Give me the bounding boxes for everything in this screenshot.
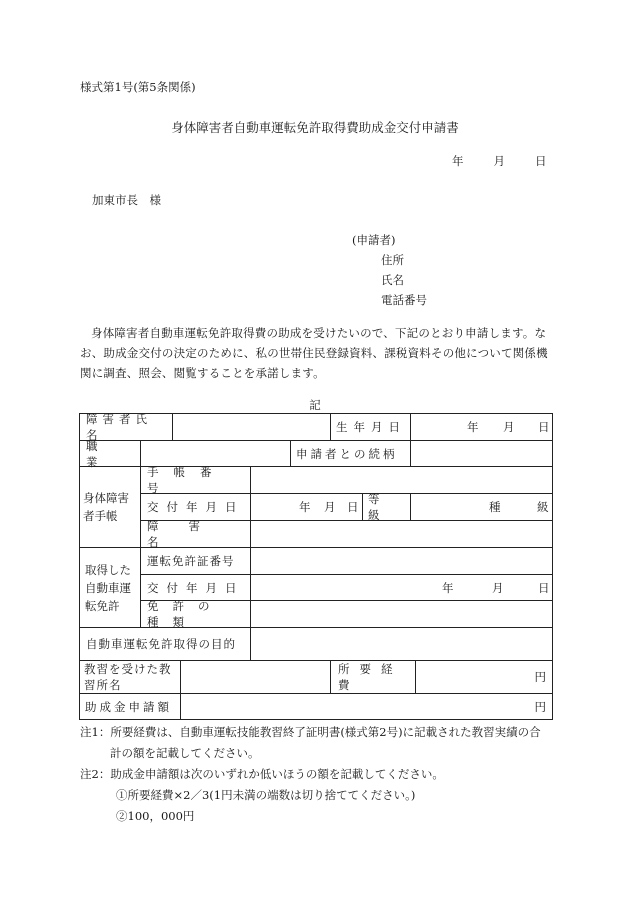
label-text: 手帳番号 (147, 465, 227, 495)
form-number: 様式第1号(第5条関係) (80, 80, 196, 94)
applicant-phone-label: 電話番号 (381, 293, 427, 307)
birth-year-label: 年 (467, 420, 479, 434)
label-text: 申請者との続柄 (296, 446, 398, 461)
birth-date-label (336, 414, 410, 440)
application-statement: 身体障害者自動車運転免許取得費の助成を受けたいので、下記のとおり申請します。なお、助成金交付の決定のために、私の世帯住民登録資料、課税資料その他について関係機関に調査、照会、閲覧することを承諾します。 (80, 326, 548, 380)
label-text: 職業 (86, 438, 120, 469)
note-2-item-2: ②100，000円 (116, 809, 195, 823)
disability-name-label (147, 521, 245, 547)
amount-unit: 円 (534, 699, 546, 714)
driving-school-field[interactable] (181, 661, 330, 693)
note-2-item-1: ①所要経費×2／3(1円未満の端数は切り捨ててください。) (116, 788, 416, 802)
grade-suffix: 級 (537, 500, 549, 514)
handbook-year-label: 年 (299, 500, 311, 514)
license-number-field[interactable] (251, 548, 552, 574)
license-issue-date-field[interactable] (251, 575, 552, 600)
disability-name-field[interactable] (251, 521, 552, 547)
class-suffix: 種 (489, 500, 501, 514)
birth-date-field[interactable] (411, 414, 552, 440)
document-title: 身体障害者自動車運転免許取得費助成金交付申請書 (171, 120, 459, 135)
license-type-label (147, 601, 245, 627)
handbook-issue-date-label (147, 494, 245, 520)
grade-field[interactable] (411, 494, 552, 520)
license-issue-date-label (147, 575, 245, 600)
birth-month-label: 月 (503, 420, 515, 434)
required-cost-label (338, 661, 415, 693)
license-number-label (147, 548, 249, 574)
date-day-label: 日 (535, 154, 547, 168)
license-type-field[interactable] (251, 601, 552, 627)
applicant-name-label: 氏名 (381, 273, 404, 287)
label-text: 生年月日 (336, 420, 406, 434)
note-2: 注2：助成金申請額は次のいずれか低いほうの額を記載してください。 (80, 767, 444, 781)
disabled-person-name-label (86, 414, 166, 440)
label-text: 助成金申請額 (85, 699, 172, 714)
label-text: 交付年月日 (147, 500, 245, 514)
relationship-label (296, 441, 410, 466)
relationship-field[interactable] (411, 441, 552, 466)
label-text: 障害名 (147, 519, 230, 549)
license-group-label (85, 548, 140, 627)
grade-label (368, 494, 410, 520)
label-text: 取得した自動車運転免許 (85, 562, 131, 613)
applicant-heading: (申請者) (352, 233, 396, 247)
license-day-label: 日 (538, 580, 550, 595)
label-text: 等級 (368, 492, 392, 522)
label-text: 障害者氏名 (86, 412, 152, 442)
note-1-continued: 計の額を記載してください。 (110, 746, 260, 760)
notes (80, 722, 541, 827)
handbook-month-label: 月 (324, 500, 336, 514)
label-text: 免許の種類 (147, 599, 224, 629)
date-year-label: 年 (452, 154, 464, 168)
purpose-field[interactable] (251, 628, 552, 660)
handbook-issue-date-field[interactable] (251, 494, 362, 520)
label-text: 交付年月日 (147, 580, 245, 595)
required-cost-field[interactable] (416, 661, 552, 693)
occupation-label (86, 438, 140, 469)
driving-school-label (84, 661, 180, 693)
label-text: 自動車運転免許取得の目的 (86, 637, 236, 651)
birth-day-label: 日 (538, 420, 550, 434)
handbook-group-label (83, 467, 140, 547)
label-text: 身体障害者手帳 (83, 491, 129, 523)
handbook-number-label (147, 467, 245, 493)
occupation-field[interactable] (141, 441, 290, 466)
handbook-number-field[interactable] (251, 467, 552, 493)
label-text: 所要経費 (338, 662, 403, 692)
applicant-address-label: 住所 (381, 253, 404, 267)
label-text: 教習を受けた教習所名 (84, 662, 172, 692)
purpose-label (86, 628, 250, 660)
subsidy-amount-field[interactable] (181, 694, 552, 719)
addressee: 加東市長 様 (92, 193, 161, 207)
disabled-person-name-field[interactable] (173, 414, 330, 440)
ki-heading: 記 (309, 398, 321, 412)
license-year-label: 年 (442, 580, 454, 595)
handbook-day-label: 日 (347, 500, 359, 514)
subsidy-amount-label (85, 694, 180, 719)
cost-unit: 円 (534, 670, 546, 684)
label-text: 運転免許証番号 (147, 554, 235, 568)
date-month-label: 月 (493, 154, 505, 168)
license-month-label: 月 (492, 580, 504, 595)
note-1: 注1：所要経費は、自動車運転技能教習終了証明書(様式第2号)に記載された教習実績の合 (80, 725, 541, 739)
